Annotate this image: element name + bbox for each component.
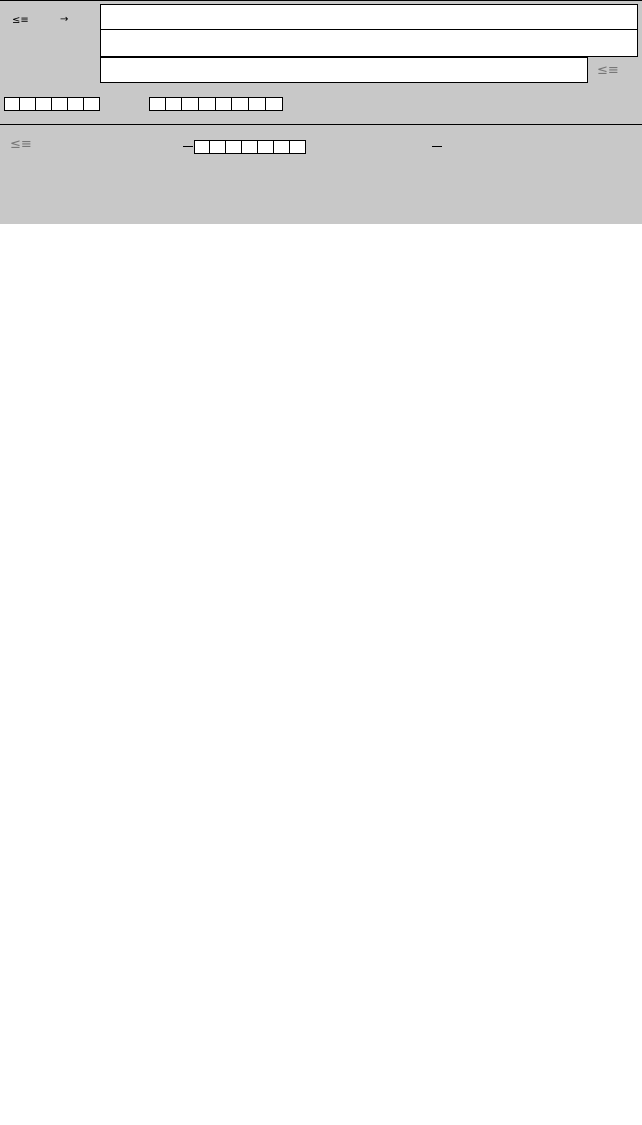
originator-cells[interactable] xyxy=(149,97,283,111)
char-cell[interactable] xyxy=(166,97,183,111)
char-cell[interactable] xyxy=(274,140,290,154)
char-cell[interactable] xyxy=(226,140,242,154)
char-cell[interactable] xyxy=(210,140,226,154)
char-cell[interactable] xyxy=(216,97,233,111)
char-cell[interactable] xyxy=(4,97,20,111)
char-cell[interactable] xyxy=(242,140,258,154)
char-cell[interactable] xyxy=(182,97,199,111)
separator-dash-icon: — xyxy=(183,141,193,152)
char-cell[interactable] xyxy=(199,97,216,111)
char-cell[interactable] xyxy=(266,97,283,111)
char-cell[interactable] xyxy=(149,97,166,111)
rule-line xyxy=(0,0,642,1)
arrow-right-icon: → xyxy=(60,14,69,25)
transmit-marker-icon: ≤≡ xyxy=(10,137,32,152)
char-cell[interactable] xyxy=(290,140,306,154)
rule-line xyxy=(100,29,638,30)
addressee-field-1[interactable] xyxy=(100,4,638,57)
char-cell[interactable] xyxy=(36,97,52,111)
priority-marker-icon: ≤≡ xyxy=(12,15,29,26)
addressee-field-2[interactable] xyxy=(100,57,588,83)
char-cell[interactable] xyxy=(249,97,266,111)
char-cell[interactable] xyxy=(52,97,68,111)
char-cell[interactable] xyxy=(84,97,100,111)
char-cell[interactable] xyxy=(232,97,249,111)
char-cell[interactable] xyxy=(194,140,210,154)
char-cell[interactable] xyxy=(258,140,274,154)
separator-dash-icon: — xyxy=(432,141,442,152)
transmit-marker-icon: ≤≡ xyxy=(597,63,619,78)
filing-time-cells[interactable] xyxy=(4,97,100,111)
aircraft-id-cells[interactable] xyxy=(194,140,306,154)
gray-panel xyxy=(0,125,642,224)
char-cell[interactable] xyxy=(20,97,36,111)
char-cell[interactable] xyxy=(68,97,84,111)
